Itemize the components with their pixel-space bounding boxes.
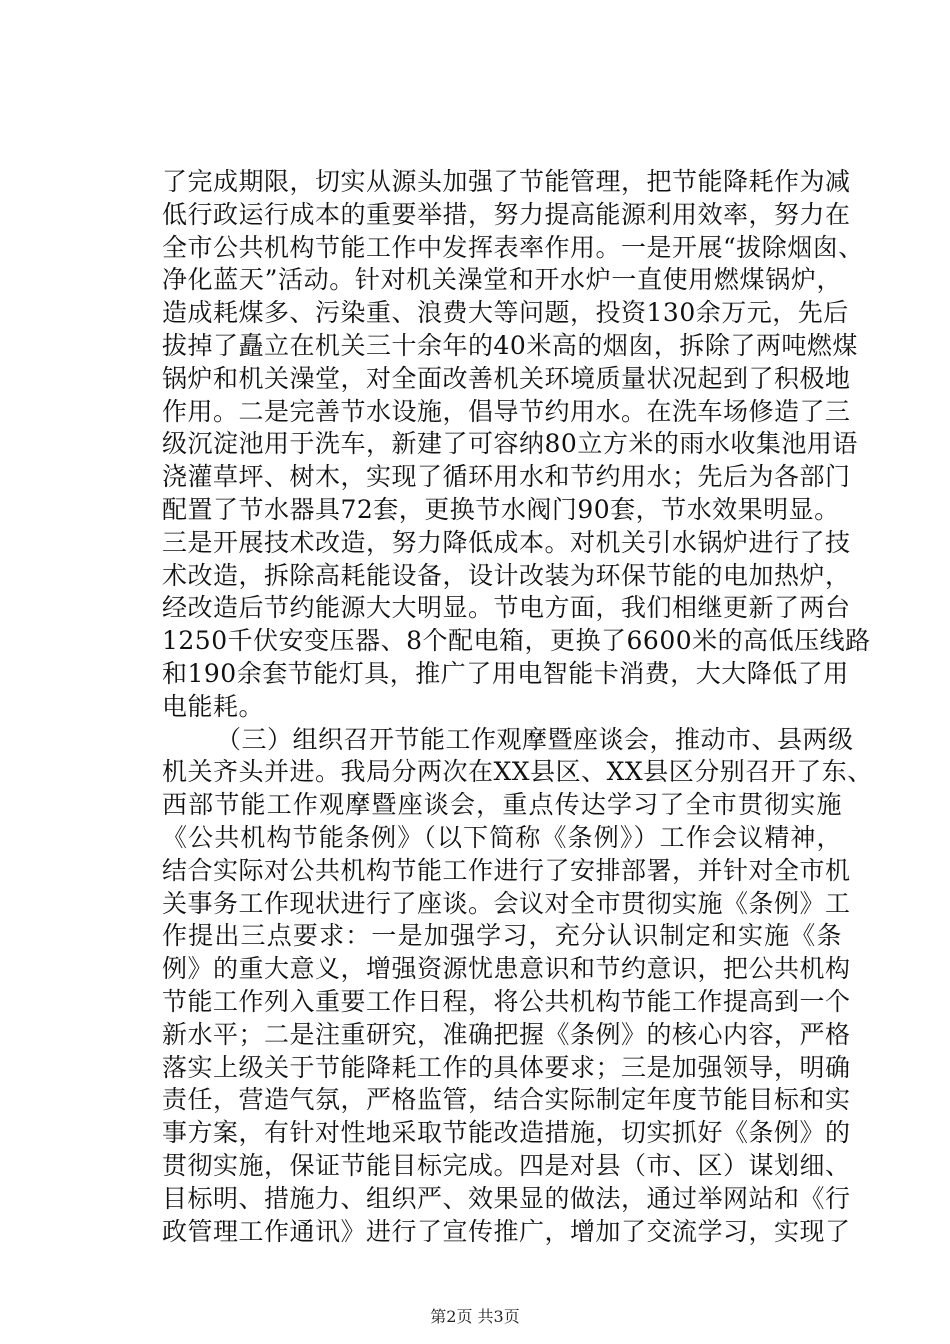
text-line: 例》的重大意义，增强资源忧患意识和节约意识，把公共机构	[162, 954, 851, 984]
text-line: 《公共机构节能条例》（以下简称《条例》）工作会议精神，	[162, 822, 842, 852]
text-line: 造成耗煤多、污染重、浪费大等问题，投资130余万元，先后	[162, 298, 849, 328]
text-line: 低行政运行成本的重要举措，努力提高能源利用效率，努力在	[162, 199, 851, 229]
text-line: 了完成期限，切实从源头加强了节能管理，把节能降耗作为减	[162, 167, 851, 196]
text-line: 拔掉了矗立在机关三十余年的40米高的烟囱，拆除了两吨燃煤	[162, 330, 858, 360]
page-footer: 第2页 共3页	[430, 1307, 520, 1326]
text-line: 事方案，有针对性地采取节能改造措施，切实抓好《条例》的	[162, 1118, 851, 1148]
text-line: 电能耗。	[162, 691, 265, 721]
text-line: 和190余套节能灯具，推广了用电智能卡消费，大大降低了用	[162, 658, 849, 688]
document-body	[162, 166, 873, 1248]
text-line: 配置了节水器具72套，更换节水阀门90套，节水效果明显。	[162, 494, 840, 524]
text-line: 新水平；二是注重研究，准确把握《条例》的核心内容，严格	[162, 1019, 851, 1049]
text-line: 节能工作列入重要工作日程，将公共机构节能工作提高到一个	[162, 986, 851, 1016]
text-line: 净化蓝天”活动。针对机关澡堂和开水炉一直使用燃煤锅炉，	[162, 265, 842, 295]
text-line: 西部节能工作观摩暨座谈会，重点传达学习了全市贯彻实施	[162, 790, 842, 820]
text-line: 作提出三点要求：一是加强学习，充分认识制定和实施《条	[162, 921, 842, 951]
text-line: 关事务工作现状进行了座谈。会议对全市贯彻实施《条例》工	[162, 888, 851, 918]
text-line: 浇灌草坪、树木，实现了循环用水和节约用水；先后为各部门	[162, 462, 851, 492]
text-line: 级沉淀池用于洗车，新建了可容纳80立方米的雨水收集池用语	[162, 429, 858, 459]
text-line: 经改造后节约能源大大明显。节电方面，我们相继更新了两台	[162, 593, 851, 623]
text-line: 责任，营造气氛，严格监管，结合实际制定年度节能目标和实	[162, 1085, 851, 1115]
text-line: 政管理工作通讯》进行了宣传推广，增加了交流学习，实现了	[162, 1216, 851, 1246]
text-line: 1250千伏安变压器、8个配电箱，更换了6600米的高低压线路	[162, 626, 871, 656]
text-line: 机关齐头并进。我局分两次在XX县区、XX县区分别召开了东、	[162, 757, 873, 787]
paragraph-first-line: （三）组织召开节能工作观摩暨座谈会，推动市、县两级	[216, 724, 854, 754]
text-line: 术改造，拆除高耗能设备，设计改装为环保节能的电加热炉，	[162, 560, 851, 590]
text-line: 作用。二是完善节水设施，倡导节约用水。在洗车场修造了三	[162, 396, 851, 426]
text-line: 目标明、措施力、组织严、效果显的做法，通过举网站和《行	[162, 1183, 851, 1213]
text-line: 结合实际对公共机构节能工作进行了安排部署，并针对全市机	[162, 855, 851, 885]
text-line: 贯彻实施，保证节能目标完成。四是对县（市、区）谋划细、	[162, 1150, 851, 1180]
text-line: 落实上级关于节能降耗工作的具体要求；三是加强领导，明确	[162, 1052, 851, 1082]
text-line: 三是开展技术改造，努力降低成本。对机关引水锅炉进行了技	[162, 527, 851, 557]
text-line: 全市公共机构节能工作中发挥表率作用。一是开展“拔除烟囱、	[162, 232, 864, 262]
text-line: 锅炉和机关澡堂，对全面改善机关环境质量状况起到了积极地	[162, 363, 851, 393]
